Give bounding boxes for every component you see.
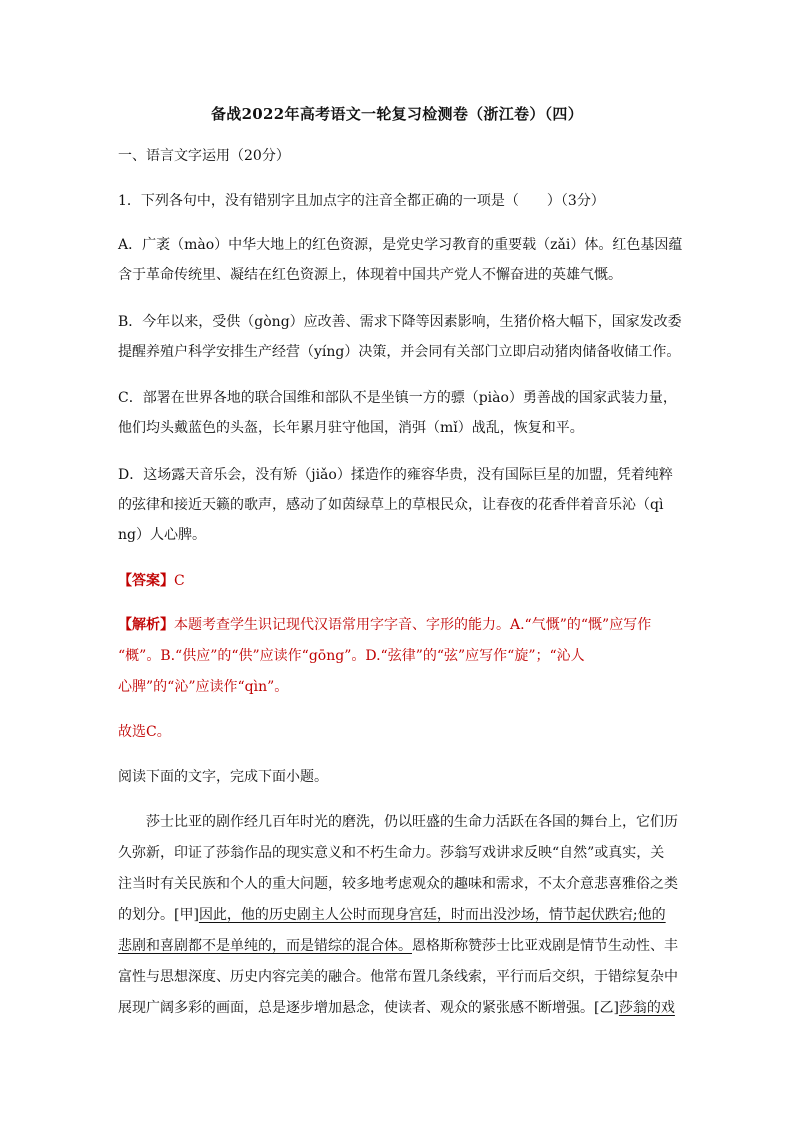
passage-marker-yi: 展现广阔多彩的画面，总是逐步增加悬念，使读者、观众的紧张感不断增强。[乙] [118,1000,619,1016]
passage-line-6: 富性与思想深度、历史内容完美的融合。他常布置几条线索，平行而后交织，于错综复杂中 [118,969,678,985]
passage-line-1: 莎士比亚的剧作经几百年时光的磨洗，仍以旺盛的生命力活跃在各国的舞台上，它们历 [146,814,678,830]
answer-line [118,571,678,591]
passage-line-2: 久弥新，印证了莎翁作品的现实意义和不朽生命力。莎翁写戏讲求反映“自然”或真实，关 [118,845,665,861]
analysis-label: 【解析】 [118,617,174,633]
underlined-sentence-yi: 莎翁的戏 [618,1000,675,1016]
passage-marker-jia: 的划分。[甲] [118,907,199,923]
section-heading: 一、语言文字运用（20分） [118,148,290,164]
option-b-line-1: B．今年以来，受供（gòng）应改善、需求下降等因素影响，生猪价格大幅下，国家发改委 [118,314,682,330]
question-stem: 1．下列各句中，没有错别字且加点字的注音全都正确的一项是（ ）（3分） [118,193,605,209]
answer-label: 【答案】 [118,573,174,589]
option-d-line-3: ng）人心脾。 [118,527,206,543]
option-d-line-2: 的弦律和接近天籁的歌声，感动了如茵绿草上的草根民众，让春夜的花香伴着音乐沁（qì [118,497,664,513]
option-d-line-1: D．这场露天音乐会，没有矫（jiǎo）揉造作的雍容华贵，没有国际巨星的加盟，凭着纯粹 [118,467,673,483]
passage-line-5 [118,936,678,956]
conclusion-line: 故选C。 [118,724,171,740]
option-c-line-1: C．部署在世界各地的联合国维和部队不是坐镇一方的骠（piào）勇善战的国家武装力量， [118,390,677,406]
analysis-line-2: “概”。B.“供应”的“供”应读作“gōng”。D.“弦律”的“弦”应写作“旋”；“沁人 [118,648,585,664]
option-c-line-2: 他们均头戴蓝色的头盔，长年累月驻守他国，消弭（mǐ）战乱，恢复和平。 [118,420,584,436]
analysis-text-1: 本题考查学生识记现代汉语常用字字音、字形的能力。A.“气慨”的“慨”应写作 [174,617,652,633]
analysis-line-1 [118,615,678,635]
page-title: 备战2022年高考语文一轮复习检测卷（浙江卷）（四） [210,105,584,123]
answer-value: C [174,573,185,589]
passage-text: 恩格斯称赞莎士比亚戏剧是情节生动性、丰 [412,938,678,954]
underlined-sentence-jia-cont: 悲剧和喜剧都不是单纯的，而是错综的混合体。 [118,938,412,954]
passage-line-3: 注当时有关民族和个人的重大问题，较多地考虑观众的趣味和需求，不太介意悲喜雅俗之类 [118,876,678,892]
option-b-line-2: 提醒养殖户科学安排生产经营（yíng）决策，并会同有关部门立即启动猪肉储备收储工作。 [118,344,681,360]
passage-line-4 [118,905,678,925]
underlined-sentence-jia: 因此，他的历史剧主人公时而现身宫廷，时而出没沙场，情节起伏跌宕;他的 [198,907,666,923]
analysis-line-3: 心脾”的“沁”应读作“qìn”。 [118,679,289,695]
reading-instruction: 阅读下面的文字，完成下面小题。 [118,769,328,785]
option-a-line-2: 含于革命传统里、凝结在红色资源上，体现着中国共产党人不懈奋进的英雄气慨。 [118,267,622,283]
option-a-line-1: A．广袤（mào）中华大地上的红色资源，是党史学习教育的重要载（zǎi）体。红色基因蕴 [118,237,683,253]
passage-line-7 [118,998,678,1018]
